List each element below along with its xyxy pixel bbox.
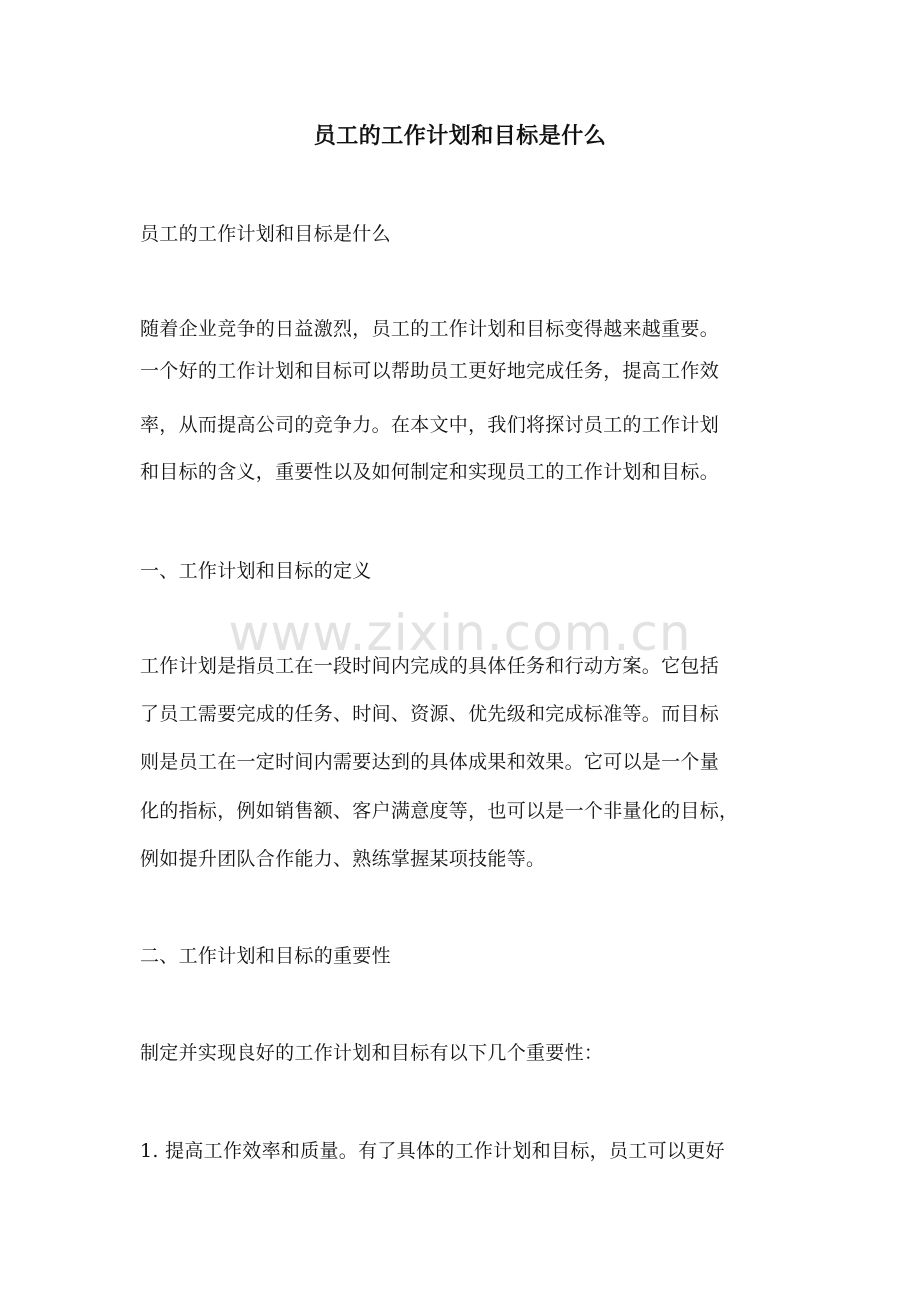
section-1-line-1: 工作计划是指员工在一段时间内完成的具体任务和行动方案。它包括: [140, 655, 720, 677]
section-2-item-1: 1. 提高工作效率和质量。有了具体的工作计划和目标，员工可以更好: [140, 1140, 725, 1162]
section-1-line-2: 了员工需要完成的任务、时间、资源、优先级和完成标准等。而目标: [140, 703, 720, 725]
section-1-line-5: 例如提升团队合作能力、熟练掌握某项技能等。: [140, 848, 546, 870]
intro-line-4: 和目标的含义，重要性以及如何制定和实现员工的工作计划和目标。: [140, 461, 720, 483]
document-title: 员工的工作计划和目标是什么: [313, 123, 607, 149]
section-1-heading: 一、工作计划和目标的定义: [140, 560, 372, 582]
section-1-line-3: 则是员工在一定时间内需要达到的具体成果和效果。它可以是一个量: [140, 751, 720, 773]
intro-line-2: 一个好的工作计划和目标可以帮助员工更好地完成任务，提高工作效: [140, 360, 720, 382]
watermark: www.zixin.com.cn: [228, 604, 692, 662]
section-1-line-4: 化的指标，例如销售额、客户满意度等，也可以是一个非量化的目标，: [140, 800, 739, 822]
section-2-heading: 二、工作计划和目标的重要性: [140, 945, 391, 967]
section-2-intro: 制定并实现良好的工作计划和目标有以下几个重要性：: [140, 1042, 604, 1064]
intro-line-3: 率，从而提高公司的竞争力。在本文中，我们将探讨员工的工作计划: [140, 414, 720, 436]
document-subtitle: 员工的工作计划和目标是什么: [140, 223, 391, 245]
intro-line-1: 随着企业竞争的日益激烈，员工的工作计划和目标变得越来越重要。: [140, 318, 720, 340]
